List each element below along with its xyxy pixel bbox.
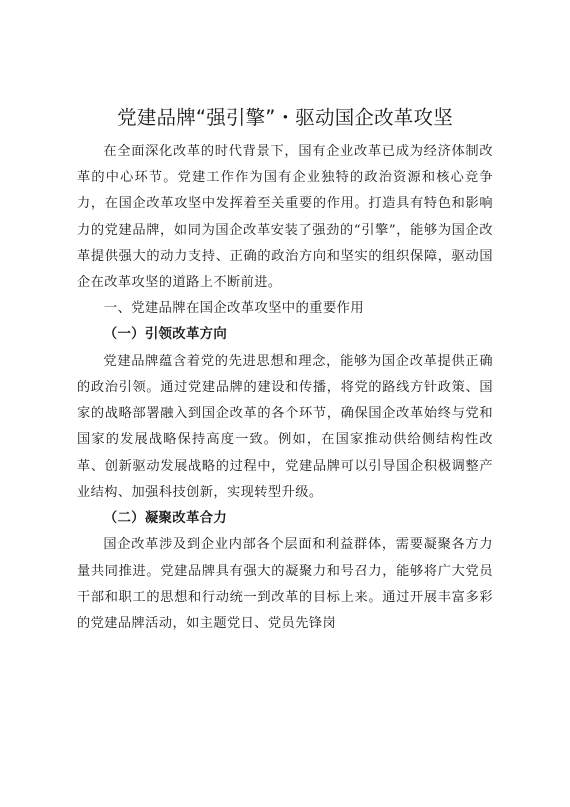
subsection-heading-2: （二）凝聚改革合力	[103, 510, 228, 526]
section-heading: 一、党建品牌在国企改革攻坚中的重要作用	[103, 301, 364, 317]
document-page	[77, 103, 493, 637]
document-title: 党建品牌“强引擎”・驱动国企改革攻坚	[117, 106, 453, 129]
subsection-body-2: 国企改革涉及到企业内部各个层面和利益群体，需要凝聚各方力量共同推进。党建品牌具有强大的凝聚力和号召力，能够将广大党员干部和职工的思想和行动统一到改革的目标上来。通过开展丰富多彩的党建品牌活动，如主题党日、党员先锋岗	[77, 537, 493, 632]
intro-paragraph: 在全面深化改革的时代背景下，国有企业改革已成为经济体制改革的中心环节。党建工作作为国有企业独特的政治资源和核心竞争力，在国企改革攻坚中发挥着至关重要的作用。打造具有特色和影响力的党建品牌，如同为国企改革安装了强劲的“引擎”，能够为国企改革提供强大的动力支持、正确的政治方向和坚实的组织保障，驱动国企在改革攻坚的道路上不断前进。	[77, 144, 493, 291]
subsection-heading-1: （一）引领改革方向	[103, 327, 228, 343]
subsection-body-1: 党建品牌蕴含着党的先进思想和理念，能够为国企改革提供正确的政治引领。通过党建品牌的建设和传播，将党的路线方针政策、国家的战略部署融入到国企改革的各个环节，确保国企改革始终与党和国家的发展战略保持高度一致。例如，在国家推动供给侧结构性改革、创新驱动发展战略的过程中，党建品牌可以引导国企积极调整产业结构、加强科技创新，实现转型升级。	[77, 353, 493, 500]
